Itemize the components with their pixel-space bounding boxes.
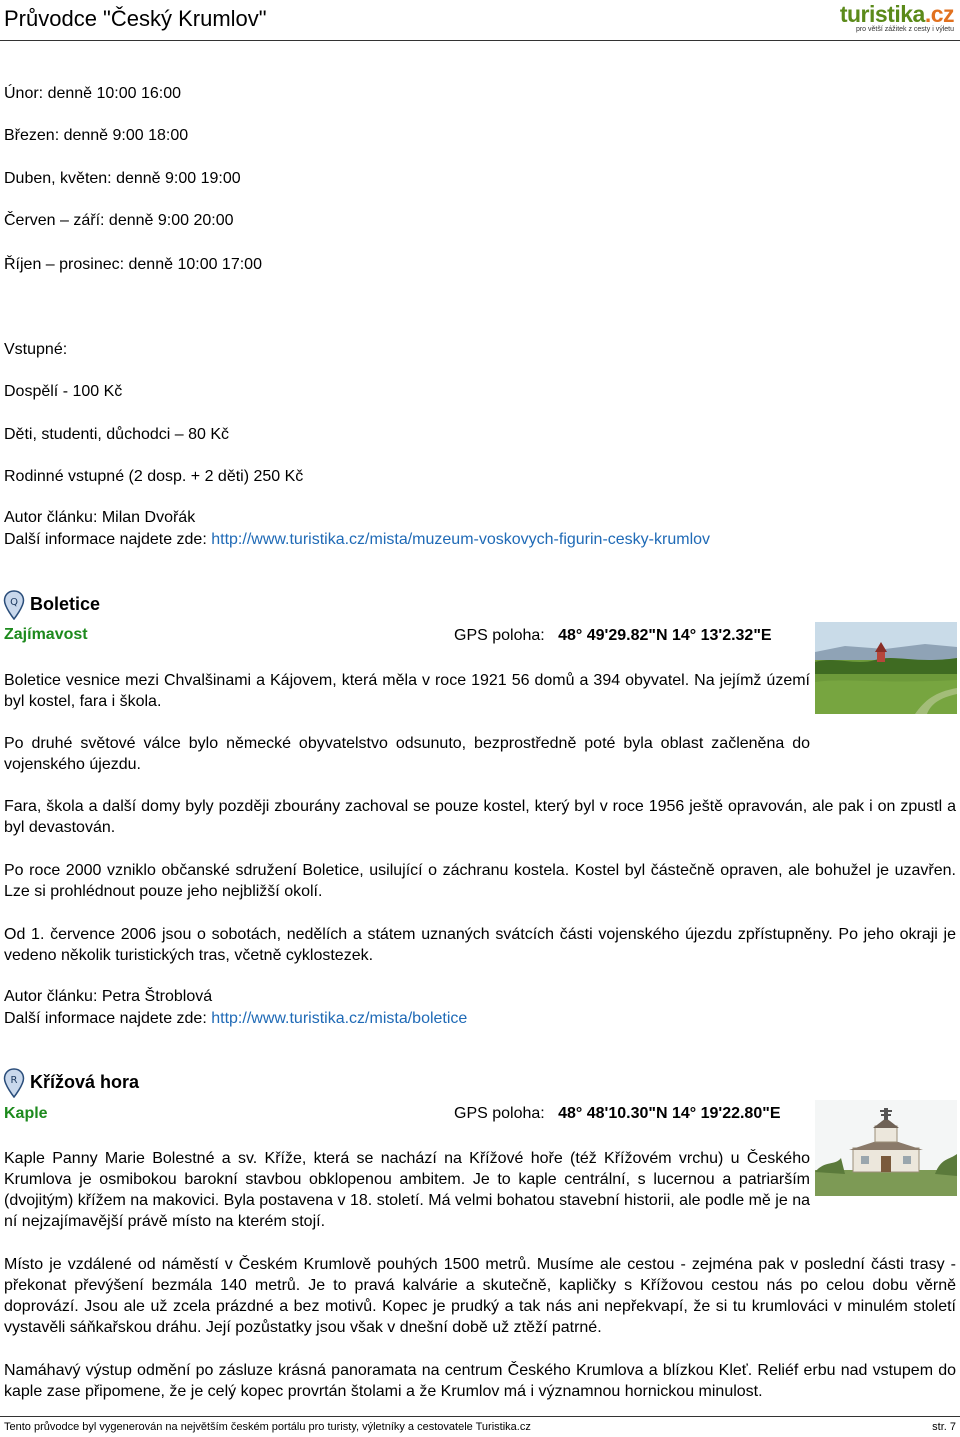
article-author: Autor článku: Milan Dvořák (4, 509, 196, 526)
price-line: Dospělí - 100 Kč (4, 383, 123, 400)
hours-line: Červen – září: denně 9:00 20:00 (4, 212, 234, 229)
gps-position (454, 627, 772, 645)
hours-line: Březen: denně 9:00 18:00 (4, 127, 189, 144)
more-info (4, 531, 710, 549)
hours-line: Říjen – prosinec: denně 10:00 17:00 (4, 256, 262, 273)
pin-letter: R (10, 1075, 18, 1086)
page-header (0, 0, 960, 41)
poi-paragraph: Od 1. července 2006 jsou o sobotách, nedělích a státem uznaných svátcích části vojenského újezdu zpřístupněny. Po jeho okraji je vedeno několik turistických tras, včetně cyklostezek. (4, 926, 956, 964)
poi-title: Křížová hora (30, 1072, 140, 1092)
more-info-link[interactable]: http://www.turistika.cz/mista/muzeum-voskovych-figurin-cesky-krumlov (211, 531, 711, 548)
turistika-logo[interactable] (839, 1, 954, 36)
gps-position (454, 1105, 780, 1123)
more-info-link[interactable]: http://www.turistika.cz/mista/boletice (211, 1010, 468, 1027)
gps-value: 48° 49'29.82"N 14° 13'2.32"E (558, 627, 772, 644)
poi-paragraph: Po druhé světové válce bylo německé obyvatelstvo odsunuto, bezprostředně poté byla oblast začleněna do vojenského újezdu. (4, 735, 810, 773)
chapel-photo (815, 1100, 957, 1196)
hours-line: Duben, květen: denně 9:00 19:00 (4, 170, 241, 187)
gps-label: GPS poloha: (454, 1105, 545, 1122)
poi-paragraph: Po roce 2000 vzniklo občanské sdružení Boletice, usilující o záchranu kostela. Kostel byl částečně opraven, ale bohužel je uzavřen. Lze si prohlédnout pouze jeho nejbližší okolí. (4, 862, 956, 900)
boletice-photo (815, 622, 957, 714)
more-info (4, 1010, 467, 1028)
pin-letter: Q (10, 597, 18, 608)
logo-domain: .cz (924, 1, 954, 27)
map-pin-icon (3, 1068, 25, 1098)
poi-category: Zajímavost (4, 626, 88, 643)
poi-paragraph: Místo je vzdálené od náměstí v Českém Krumlově pouhých 1500 metrů. Musíme ale cestou - zejména pak v poslední části trasy - překonat převýšení bezmála 140 metrů. Je to pravá kalvárie a skutečně, kapličky s Křížovou cestou nás po celou dobu věrně doprovází. Jsou ale už zcela prázdné a bez motivů. Kopec je prudký a tak nás ani nepřekvapí, že si tu krumlováci v minulém století vystavěli sáňkařskou dráhu. Její pozůstatky jsou však v dnešní době už ztěží patrné. (4, 1256, 956, 1336)
price-line: Rodinné vstupné (2 dosp. + 2 děti) 250 Kč (4, 468, 304, 485)
price-line: Děti, studenti, důchodci – 80 Kč (4, 426, 230, 443)
gps-label: GPS poloha: (454, 627, 545, 644)
article-author: Autor článku: Petra Štroblová (4, 988, 213, 1005)
poi-paragraph: Namáhavý výstup odmění po zásluze krásná panoramata na centrum Českého Krumlova a blízkou Kleť. Reliéf erbu nad vstupem do kaple zase připomene, že je celý kopec provrtán štolami a že Krumlov má i významnou hornickou minulost. (4, 1362, 956, 1400)
more-info-label: Další informace najdete zde: (4, 1010, 207, 1027)
page-number: str. 7 (932, 1421, 956, 1433)
poi-title: Boletice (30, 594, 101, 614)
logo-text: turistika (839, 1, 925, 27)
document-title: Průvodce "Český Krumlov" (4, 6, 267, 31)
poi-paragraph: Fara, škola a další domy byly později zbourány zachoval se pouze kostel, který byl v roce 1956 ještě opravován, ale pak i on zpustl a byl devastován. (4, 798, 956, 836)
poi-paragraph: Kaple Panny Marie Bolestné a sv. Kříže, která se nachází na Křížové hoře (též Křížovém vrchu) u Českého Krumlova je osmibokou barokní stavbou obklopenou ambitem. Je to kaple centrální, s lucernou a patriarším (dvojitým) křížem na makovici. Byla postavena v 18. století. Má velmi bohatou stavební historii, ale podle mě je na ní nejzajímavější právě místo na kterém stojí. (4, 1150, 810, 1230)
hours-line: Únor: denně 10:00 16:00 (4, 85, 182, 102)
poi-paragraph: Boletice vesnice mezi Chvalšinami a Kájovem, která měla v roce 1921 56 domů a 394 obyvatel. Na jejímž území byl kostel, fara i škola. (4, 672, 810, 710)
price-heading: Vstupné: (4, 341, 68, 358)
poi-category: Kaple (4, 1105, 48, 1122)
page-footer (0, 1416, 960, 1437)
more-info-label: Další informace najdete zde: (4, 531, 207, 548)
footer-note: Tento průvodce byl vygenerován na největším českém portálu pro turisty, výletníky a cestovatele Turistika.cz (4, 1421, 531, 1433)
gps-value: 48° 48'10.30"N 14° 19'22.80"E (558, 1105, 781, 1122)
map-pin-icon (3, 590, 25, 620)
logo-tagline: pro větší zážitek z cesty i výletu (855, 26, 954, 33)
